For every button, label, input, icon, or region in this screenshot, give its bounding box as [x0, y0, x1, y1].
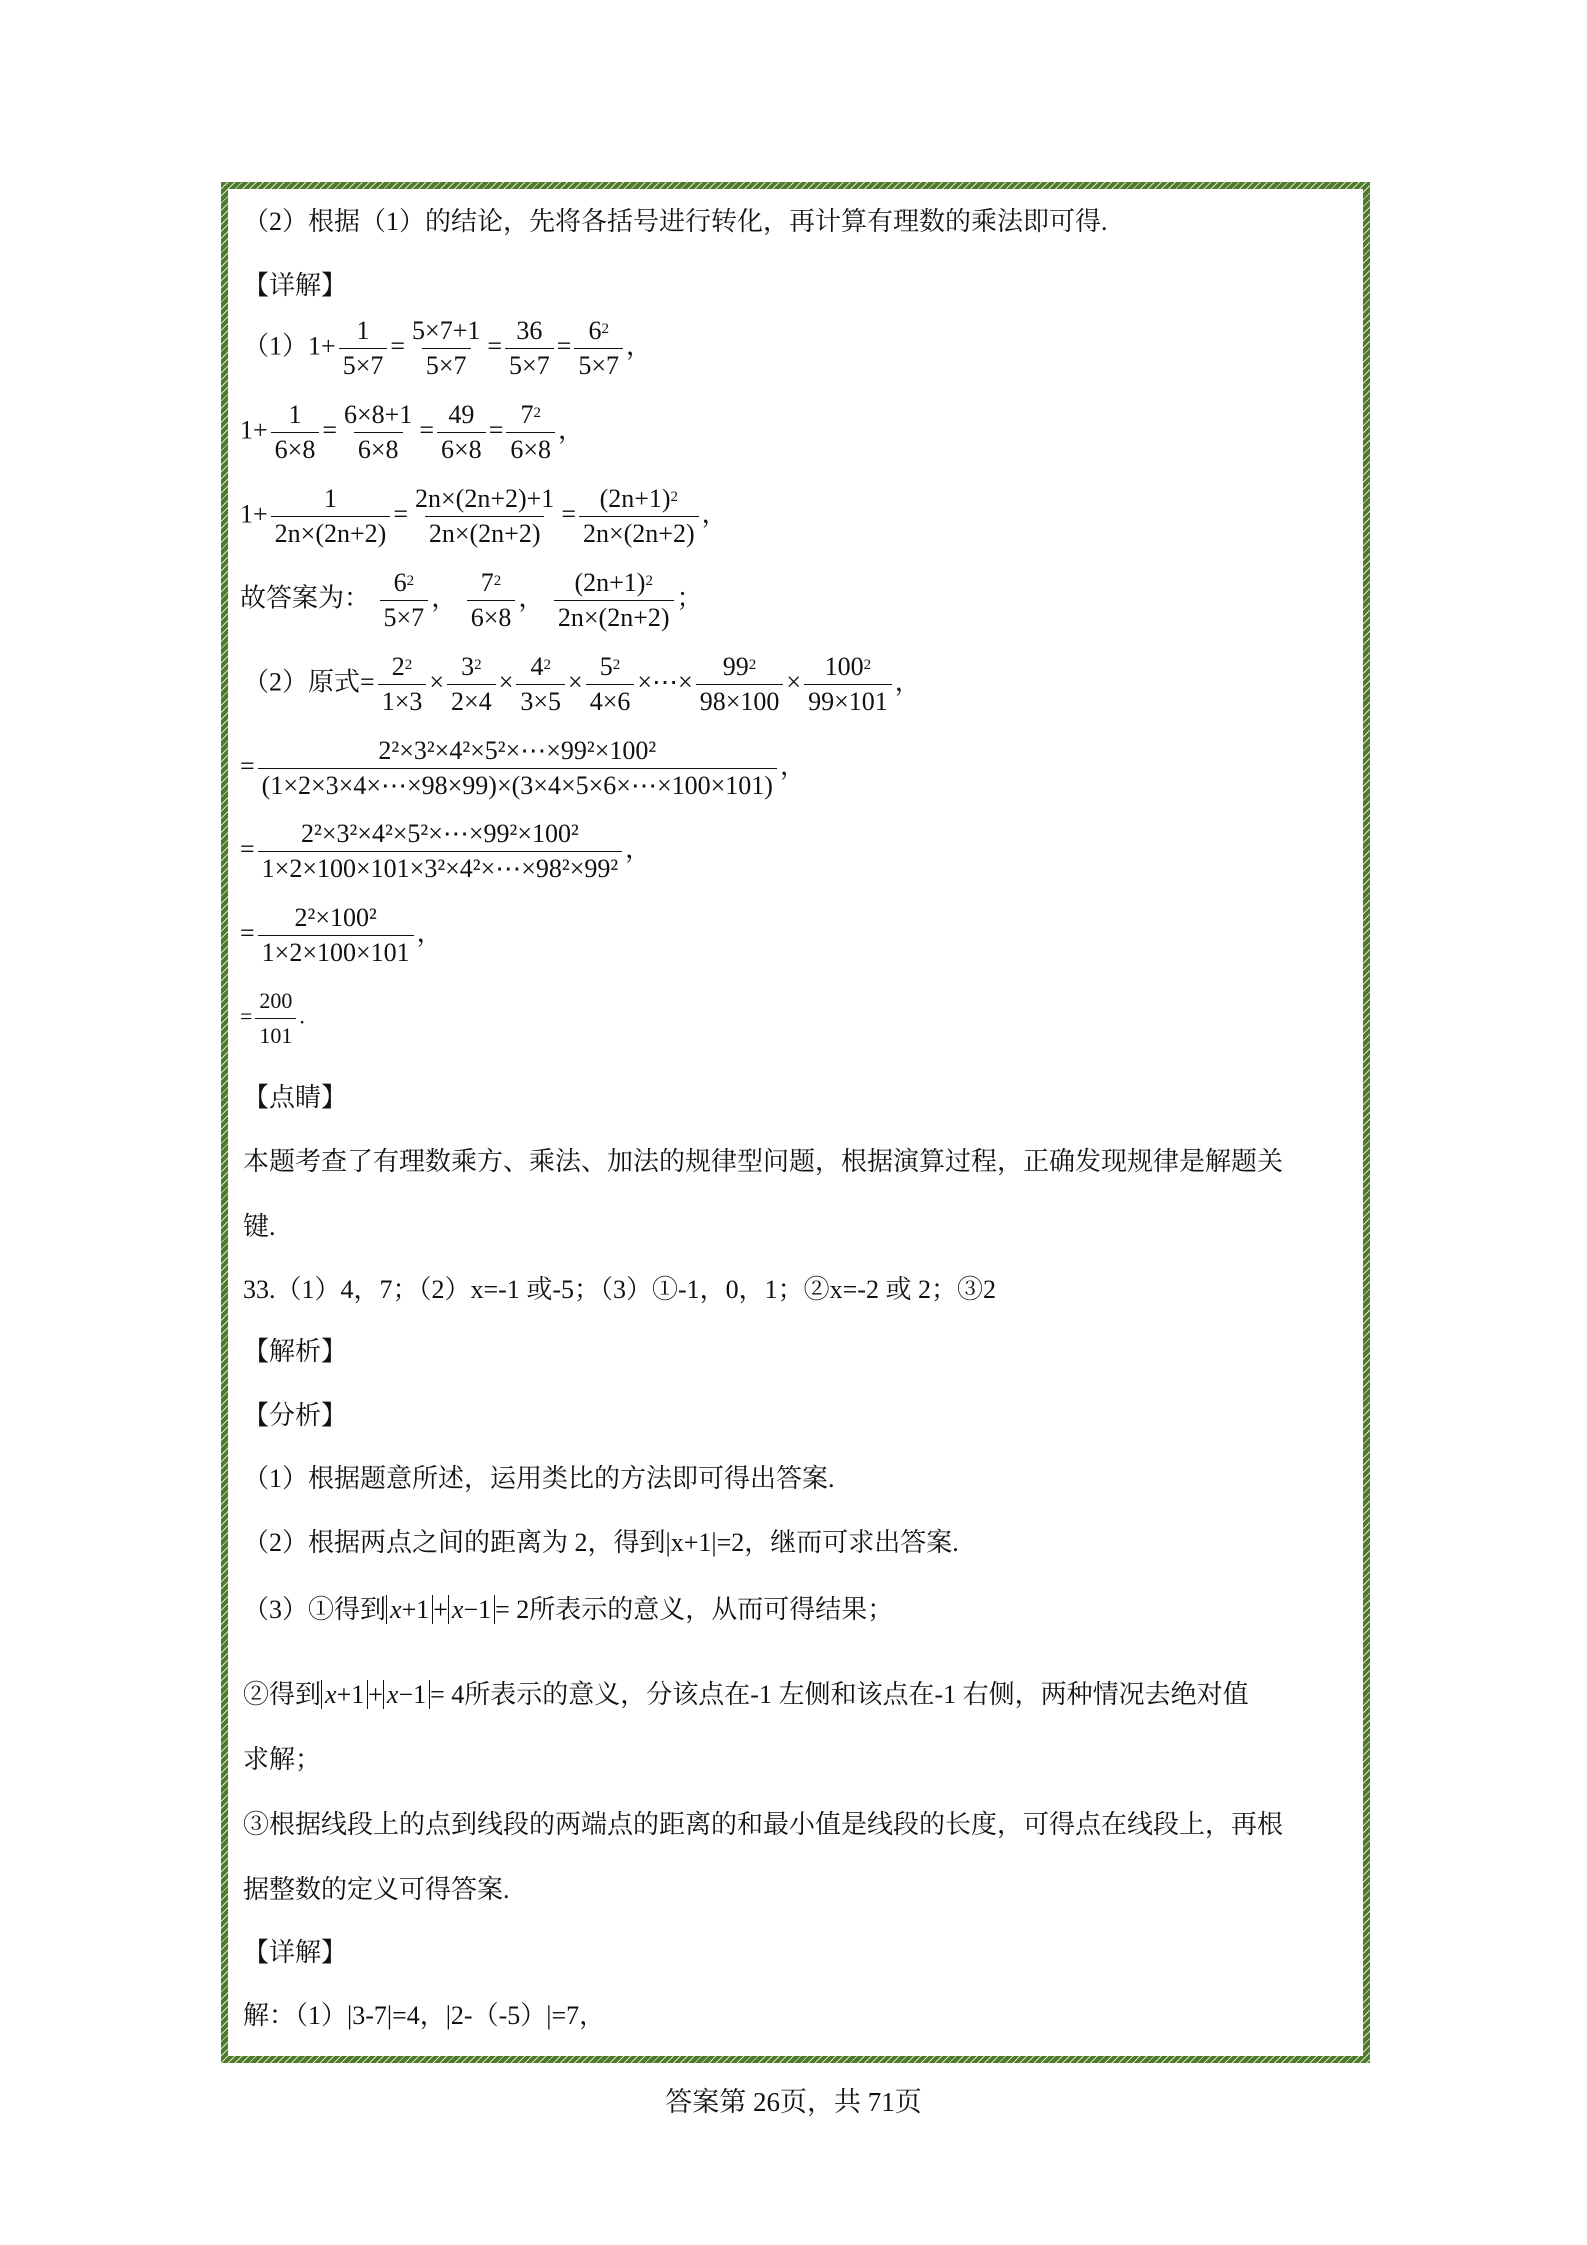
section-heading-xiangjie: 【详解】 — [243, 271, 348, 300]
fraction: $\frac{3^2}{2\times 4}$ — [447, 652, 496, 717]
fenxi-step-2: （2）根据两点之间的距离为 2，得到|x+1|=2，继而可求出答案. — [243, 1528, 959, 1557]
fraction: $\frac{5\times 7+1}{5\times 7}$ — [412, 316, 481, 380]
fraction: $\frac{5^2}{4\times 6}$ — [586, 652, 635, 717]
page-footer: 答案第 26页，共 71页 — [665, 2087, 922, 2117]
fenxi-step-3-2-cont: 求解； — [243, 1745, 322, 1774]
equation-1: （1）1+ $\frac{1}{5\times 7}$ = $\frac{5\times 7+1}{5\times 7}$ = $\frac{36}{5\times 7}$ = $\frac{6^2}{5\times 7}$ ， — [243, 316, 653, 380]
fenxi-step-1: （1）根据题意所述，运用类比的方法即可得出答案. — [243, 1464, 835, 1493]
fraction: $\frac{(2n+1)^2}{2n\times(2n+2)}$ — [554, 568, 674, 633]
section-heading-dianjing: 【点睛】 — [243, 1083, 348, 1112]
equation-4: （2）原式= $\frac{2^2}{1\times 3}$ × $\frac{3^2}{2\times 4}$ × $\frac{4^2}{3\times 5}$ × $\frac{5^2}{4\times 6}$ ×⋯× $\frac{99^2}{98\times 100}$ × $\frac{100^2}{99\times 101}$ ， — [243, 652, 921, 716]
fraction: $\frac{99^2}{98\times 100}$ — [696, 652, 784, 717]
fraction: $\frac{\text{2²×100²}}{1\times 2\times 100\times 101}$ — [258, 903, 414, 968]
fraction: $\frac{1}{6\times 8}$ — [271, 400, 320, 465]
fraction: $\frac{2n\times(2n+2)+1}{2n\times(2n+2)}$ — [415, 484, 555, 548]
equation-5: = $\frac{\text{2²×3²×4²×5²×⋯×99²×100²}}{(1\times 2\times 3\times 4\times\cdots\times 98\times 99)\times(3\times 4\times 5\times 6\times\cdots\times 100\times 101)}$ ， — [240, 736, 806, 800]
fenxi-step-3: （3）①得到 x+1 + x−1 = 2所表示的意义，从而可得结果； — [243, 1595, 894, 1624]
fraction: $\frac{\text{2²×3²×4²×5²×⋯×99²×100²}}{(1\times 2\times 3\times 4\times\cdots\times 98\times 99)\times(3\times 4\times 5\times 6\times\cdots\times 100\times 101)}$ — [258, 736, 777, 801]
fenxi-step-3-3: ③根据线段上的点到线段的两端点的距离的和最小值是线段的长度，可得点在线段上，再根 — [243, 1810, 1284, 1839]
fraction: $\frac{6\times 8+1}{6\times 8}$ — [344, 400, 413, 464]
fraction: $\frac{100^2}{99\times 101}$ — [804, 652, 892, 717]
fraction: $\frac{6^2}{5\times 7}$ — [380, 568, 429, 633]
fraction: $\frac{49}{6\times 8}$ — [437, 400, 486, 465]
fraction: $\frac{1}{5\times 7}$ — [339, 316, 388, 381]
dianjing-text-2: 键. — [243, 1212, 276, 1241]
solution-step-1: 解：（1）|3-7|=4，|2-（-5）|=7， — [243, 2001, 606, 2030]
fraction: $\frac{1}{2n\times(2n+2)}$ — [271, 484, 391, 549]
fraction: $\frac{(2n+1)^2}{2n\times(2n+2)}$ — [579, 484, 699, 549]
fraction: $\frac{200}{101}$ — [255, 986, 296, 1051]
fenxi-step-3-3-cont: 据整数的定义可得答案. — [243, 1875, 510, 1904]
section-heading-xiangjie-2: 【详解】 — [243, 1938, 348, 1967]
fraction: $\frac{7^2}{6\times 8}$ — [506, 400, 555, 465]
fraction: $\frac{7^2}{6\times 8}$ — [467, 568, 516, 633]
equation-3: 1+ $\frac{1}{2n\times(2n+2)}$ = $\frac{2n\times(2n+2)+1}{2n\times(2n+2)}$ = $\frac{(2n+1)^2}{2n\times(2n+2)}$ ， — [240, 484, 728, 548]
fraction: $\frac{2^2}{1\times 3}$ — [378, 652, 427, 717]
section-heading-jiexi: 【解析】 — [243, 1337, 348, 1366]
equation-7: = $\frac{\text{2²×100²}}{1\times 2\times 100\times 101}$ ， — [240, 903, 443, 967]
section-heading-fenxi: 【分析】 — [243, 1401, 348, 1430]
fenxi-step-3-2: ②得到 x+1 + x−1 = 4所表示的意义，分该点在-1 左侧和该点在-1 右侧，两种情况去绝对值 — [243, 1680, 1249, 1709]
equation-8: = $\frac{200}{101}$ . — [240, 986, 305, 1051]
question-33-answer: 33.（1）4，7；（2）x=-1 或-5；（3）①-1，0，1；②x=-2 或 2；③2 — [243, 1275, 996, 1304]
term: 1+ — [308, 331, 336, 361]
part-label: （1） — [243, 331, 309, 361]
fraction: $\frac{\text{2²×3²×4²×5²×⋯×99²×100²}}{\text{1×2×100×101×3²×4²×⋯×98²×99²}}$ — [258, 819, 622, 884]
analysis-step-2: （2）根据（1）的结论，先将各括号进行转化，再计算有理数的乘法即可得. — [243, 207, 1108, 236]
fraction: $\frac{36}{5\times 7}$ — [505, 316, 554, 381]
answer-summary: 故答案为： $\frac{6^2}{5\times 7}$ ， $\frac{7^2}{6\times 8}$ ， $\frac{(2n+1)^2}{2n\times(2n+2)}$ ； — [240, 568, 703, 632]
dianjing-text-1: 本题考查了有理数乘方、乘法、加法的规律型问题，根据演算过程，正确发现规律是解题关 — [243, 1147, 1284, 1176]
fraction: $\frac{4^2}{3\times 5}$ — [516, 652, 565, 717]
equation-2: 1+ $\frac{1}{6\times 8}$ = $\frac{6\times 8+1}{6\times 8}$ = $\frac{49}{6\times 8}$ = $\frac{7^2}{6\times 8}$ ， — [240, 400, 585, 464]
fraction: $\frac{6^2}{5\times 7}$ — [574, 316, 623, 381]
equation-6: = $\frac{\text{2²×3²×4²×5²×⋯×99²×100²}}{\text{1×2×100×101×3²×4²×⋯×98²×99²}}$ ， — [240, 819, 652, 883]
